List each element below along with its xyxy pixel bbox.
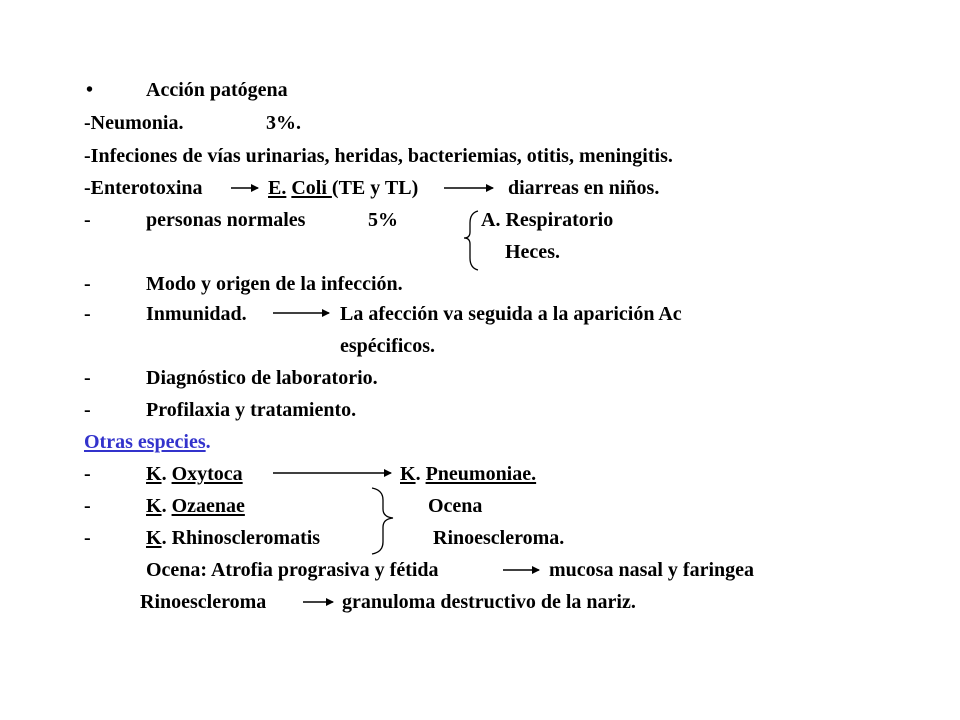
dash-6: - [84, 463, 91, 485]
otras-especies-link[interactable] [84, 430, 211, 454]
diagnostico: Diagnóstico de laboratorio. [146, 367, 378, 389]
respiratorio-text: A. Respiratorio [481, 209, 614, 231]
k-pneumoniae-genus: K [400, 463, 416, 485]
ecoli-species: Coli [291, 177, 332, 199]
brace-ocena [372, 488, 393, 554]
profilaxia: Profilaxia y tratamiento. [146, 399, 357, 421]
k-oxytoca-dot: . [161, 463, 172, 485]
afeccion-text: La afección va seguida a la aparición Ac [340, 303, 682, 325]
bullet: • [86, 79, 94, 101]
neumonia-label: -Neumonia. [84, 112, 184, 134]
neumonia-percent: 3%. [266, 112, 301, 134]
ocena-text: Ocena [428, 495, 483, 517]
ocena-definition: Ocena: Atrofia prograsiva y fétida [146, 559, 439, 581]
rinoescleroma-label: Rinoescleroma [140, 591, 267, 613]
dash-2: - [84, 273, 91, 295]
k-rhino-genus: K [146, 527, 162, 549]
mucosa-text: mucosa nasal y faringea [549, 559, 754, 581]
infecciones-line: -Infeciones de vías urinarias, heridas, bacteriemias, otitis, meningitis. [84, 145, 673, 167]
dash-5: - [84, 399, 91, 421]
dash-1: - [84, 209, 91, 231]
k-oxytoca [146, 462, 243, 486]
enterotoxina-label: -Enterotoxina [84, 177, 203, 199]
k-rhinoscleromatis [146, 526, 320, 550]
granuloma-text: granuloma destructivo de la nariz. [342, 591, 636, 613]
k-oxytoca-genus: K [146, 463, 162, 485]
otras-especies-dot: . [205, 431, 211, 453]
k-ozaenae-genus: K [146, 495, 162, 517]
diarreas-text: diarreas en niños. [508, 177, 660, 199]
k-ozaenae [146, 494, 245, 518]
k-pneumoniae-species: Pneumoniae. [425, 463, 537, 485]
k-ozaenae-species: Ozaenae [171, 495, 245, 517]
k-rhino-species: . Rhinoscleromatis [161, 527, 321, 549]
k-pneumoniae-dot: . [415, 463, 426, 485]
slide-title: Acción patógena [146, 79, 288, 101]
heces-text: Heces. [505, 241, 560, 263]
ecoli-genus: E. [268, 177, 287, 199]
personas-percent: 5% [368, 209, 398, 231]
dash-3: - [84, 303, 91, 325]
brace-respiratorio [464, 211, 478, 270]
especificos-text: espécificos. [340, 335, 435, 357]
k-pneumoniae [400, 462, 536, 486]
dash-8: - [84, 527, 91, 549]
rinoescleroma-text: Rinoescleroma. [433, 527, 565, 549]
ecoli-toxins: (TE y TL) [331, 177, 419, 199]
k-oxytoca-species: Oxytoca [171, 463, 243, 485]
personas-normales: personas normales [146, 209, 306, 231]
inmunidad-label: Inmunidad. [146, 303, 247, 325]
k-ozaenae-dot: . [161, 495, 172, 517]
dash-7: - [84, 495, 91, 517]
otras-especies-text[interactable]: Otras especies [84, 431, 206, 453]
ecoli-label [268, 176, 418, 200]
dash-4: - [84, 367, 91, 389]
modo-origen: Modo y origen de la infección. [146, 273, 403, 295]
